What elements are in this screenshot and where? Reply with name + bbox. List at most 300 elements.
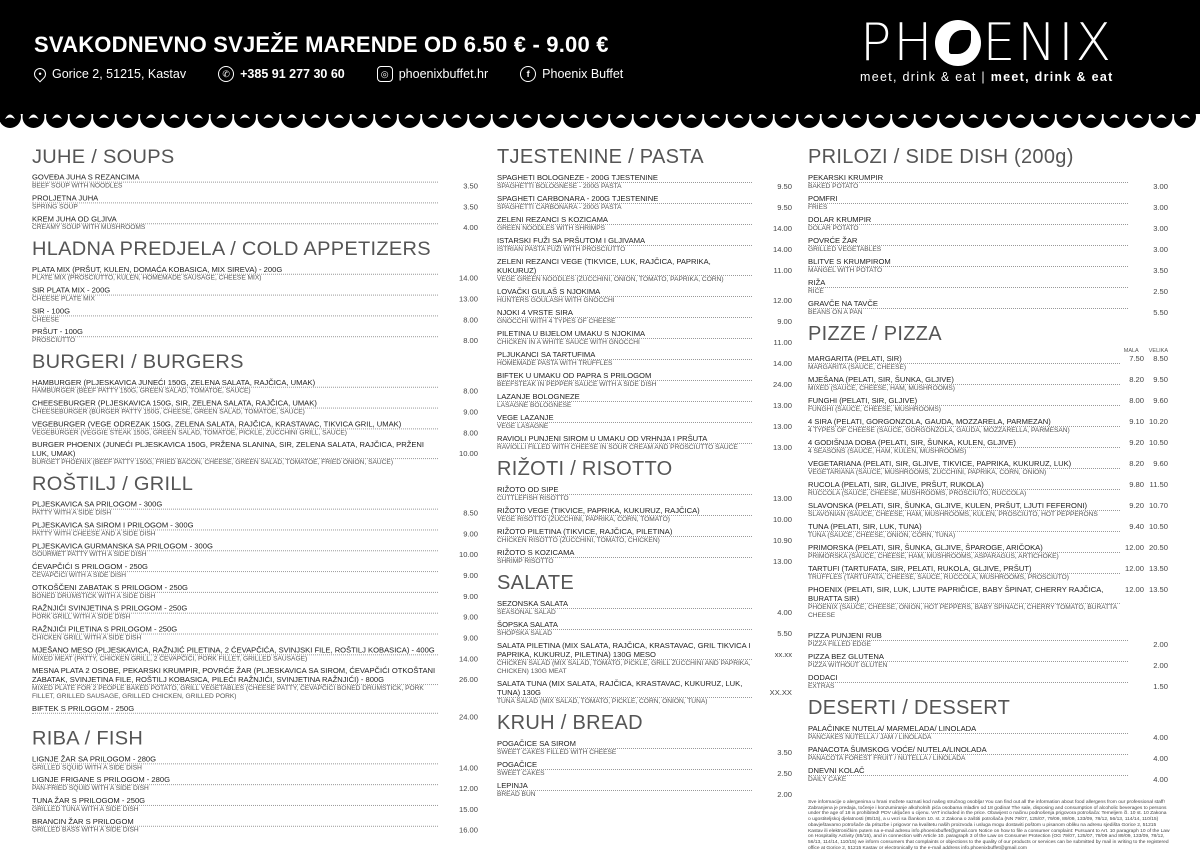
item-price: 9.00 bbox=[463, 407, 478, 417]
item-price: 13.00 bbox=[458, 294, 478, 304]
section-title: PRILOZI / SIDE DISH (200g) bbox=[808, 146, 1074, 168]
menu-item bbox=[32, 194, 478, 212]
menu-item-text bbox=[32, 541, 438, 559]
item-translation: PAN-FRIED SQUID WITH A SIDE DISH bbox=[32, 785, 149, 793]
item-name: RIŽOTO VEGE (TIKVICE, PAPRIKA, KUKURUZ, RAJČICA) bbox=[497, 506, 752, 516]
item-price: 11.00 bbox=[773, 266, 792, 275]
item-name: MJEŠANA (PELATI, SIR, ŠUNKA, GLJIVE) bbox=[808, 375, 1120, 385]
item-price: 13.00 bbox=[772, 557, 792, 566]
item-price: 14.00 bbox=[458, 763, 478, 773]
item-name: VEGEBURGER (VEGE ODREZAK 150G, ZELENA SALATA, RAJČICA, KRASTAVAC, TIKVICA GRIL, UMAK) bbox=[32, 419, 438, 429]
menu-item bbox=[497, 236, 792, 254]
item-price: 9.00 bbox=[463, 591, 478, 601]
price-large: 10.70 bbox=[1148, 501, 1168, 510]
menu-item bbox=[32, 625, 478, 643]
menu-item bbox=[497, 392, 792, 410]
item-price: 3.50 bbox=[463, 202, 478, 212]
menu-item-text bbox=[32, 704, 438, 714]
menu-item-text bbox=[32, 796, 438, 814]
item-translation: LASAGNE BOLOGNESE bbox=[497, 402, 572, 409]
pizza-item bbox=[808, 564, 1168, 582]
section-title: HLADNA PREDJELA / COLD APPETIZERS bbox=[32, 238, 431, 260]
item-name: PLJESKAVICA SA PRILOGOM - 300G bbox=[32, 500, 438, 510]
item-name: SPAGHETI BOLOGNEZE - 200G TJESTENINE bbox=[497, 173, 752, 183]
item-price: 24.00 bbox=[458, 712, 478, 722]
item-name: LEPINJA bbox=[497, 781, 752, 791]
item-name: PRIMORSKA (PELATI, SIR, ŠUNKA, GLJIVE, ŠPAROGE, ARIČOKA) bbox=[808, 543, 1120, 553]
phone-text: +385 91 277 30 60 bbox=[240, 67, 345, 81]
item-price: 8.50 bbox=[463, 508, 478, 518]
item-price: 2.00 bbox=[777, 790, 792, 799]
item-name: SIR - 100G bbox=[32, 306, 438, 316]
menu-item-text bbox=[32, 214, 438, 232]
price-small: 7.50 bbox=[1129, 354, 1144, 363]
item-translation: SWEET CAKES FILLED WITH CHEESE bbox=[497, 749, 617, 756]
menu-item bbox=[497, 527, 792, 545]
menu-item bbox=[32, 419, 478, 437]
menu-item-text bbox=[808, 652, 1128, 670]
menu-item bbox=[32, 214, 478, 232]
item-name: POVRĆE ŽAR bbox=[808, 236, 1128, 246]
item-price: 3.50 bbox=[1153, 266, 1168, 275]
item-translation: VEGE GREEN NOODLES (ZUCCHINI, ONION, TOMATO, PAPRIKA, CORN) bbox=[497, 276, 724, 283]
item-name: BIFTEK S PRILOGOM - 250G bbox=[32, 704, 438, 714]
menu-item-text bbox=[32, 265, 438, 283]
item-translation: BONED DRUMSTICK WITH A SIDE DISH bbox=[32, 592, 156, 600]
menu-item-text bbox=[497, 371, 752, 389]
item-translation: GRILLED SQUID WITH A SIDE DISH bbox=[32, 764, 142, 772]
item-translation: CHICKEN RISOTTO (ZUCCHINI, TOMATO, CHICKEN) bbox=[497, 537, 660, 544]
menu-item bbox=[32, 817, 478, 835]
menu-item-text bbox=[497, 760, 752, 778]
item-translation: VEGE LASAGNE bbox=[497, 423, 549, 430]
item-name: SALATA TUNA (MIX SALATA, RAJČICA, KRASTAVAC, KUKURUZ, LUK, TUNA) 130G bbox=[497, 679, 752, 698]
menu-item bbox=[497, 329, 792, 347]
menu-item-text bbox=[32, 817, 438, 835]
item-name: SIR PLATA MIX - 200G bbox=[32, 286, 438, 296]
menu-item-text bbox=[808, 375, 1120, 393]
item-translation: TUNA SALAD (MIX SALAD, TOMATO, PICKLE, CORN, ONION, TUNA) bbox=[497, 698, 708, 705]
address-text: Gorice 2, 51215, Kastav bbox=[52, 67, 187, 81]
item-name: CHEESEBURGER (PLJESKAVICA 150G, SIR, ZELENA SALATA, RAJČICA, UMAK) bbox=[32, 399, 438, 409]
item-translation: MIXED MEAT (PATTY, CHICKEN GRILL, 2 ĆEVAPČIĆI, PORK FILLET, GRILLED SAUSAGE) bbox=[32, 655, 308, 663]
item-name: PRŠUT - 100G bbox=[32, 327, 438, 337]
item-price: 10.00 bbox=[772, 515, 792, 524]
menu-item-text bbox=[808, 631, 1128, 649]
item-name: POGAČICE SA SIROM bbox=[497, 739, 752, 749]
menu-item-text bbox=[32, 306, 438, 324]
instagram-text: phoenixbuffet.hr bbox=[398, 67, 489, 81]
menu-item bbox=[808, 278, 1168, 296]
item-translation: HOMEMADE PASTA WITH TRUFFLES bbox=[497, 360, 613, 367]
menu-item bbox=[32, 604, 478, 622]
menu-item bbox=[497, 194, 792, 212]
item-translation: SEASONAL SALAD bbox=[497, 609, 556, 616]
item-name: HAMBURGER (PLJESKAVICA JUNEĆI 150G, ZELENA SALATA, RAJČICA, UMAK) bbox=[32, 378, 438, 388]
menu-item bbox=[497, 548, 792, 566]
price-large: 10.50 bbox=[1148, 438, 1168, 447]
item-translation: HUNTERS GOULASH WITH GNOCCHI bbox=[497, 297, 615, 304]
item-name: LAZANJE BOLOGNEZE bbox=[497, 392, 752, 402]
item-name: NJOKI 4 VRSTE SIRA bbox=[497, 308, 752, 318]
menu-item-text bbox=[32, 583, 438, 601]
section-title: JUHE / SOUPS bbox=[32, 145, 175, 168]
menu-item-text bbox=[808, 215, 1128, 233]
menu-item-text bbox=[497, 236, 752, 254]
menu-item bbox=[808, 257, 1168, 275]
item-translation: GRILLED VEGETABLES bbox=[808, 246, 882, 253]
price-small: 12.00 bbox=[1124, 543, 1144, 552]
menu-item-text bbox=[497, 350, 752, 368]
menu-item-text bbox=[808, 673, 1128, 691]
menu-item bbox=[808, 745, 1168, 763]
item-price: 4.00 bbox=[777, 608, 792, 617]
item-translation: CHICKEN SALAD (MIX SALAD, TOMATO, PICKLE, GRILL ZUCCHINI AND PAPRIKA, CHICKEN) 130G MEAT bbox=[497, 660, 751, 675]
item-price: 15.00 bbox=[458, 804, 478, 814]
section-title: SALATE bbox=[497, 572, 575, 594]
item-name: SALATA PILETINA (MIX SALATA, RAJČICA, KRASTAVAC, GRIL TIKVICA I PAPRIKA, KUKURUZ, PILETINA) 130G MESO bbox=[497, 641, 751, 659]
item-name: MESNA PLATA 2 OSOBE, PEKARSKI KRUMPIR, POVRĆE ŽAR (PLJESKAVICA SA SIROM, ĆEVAPČIĆI OTKOŠTANI ZABATAK, SVINJETINA FILE, ROŠTILJ KOBASICA, PILEĆI RAŽNJIĆI, SVINJETINA RAŽNJIĆI) - 800G bbox=[32, 666, 438, 685]
menu-item-text bbox=[497, 506, 752, 524]
menu-item-text bbox=[497, 215, 752, 233]
menu-item bbox=[497, 485, 792, 503]
menu-item bbox=[32, 666, 478, 701]
menu-item bbox=[497, 287, 792, 305]
facebook-icon: f bbox=[520, 66, 536, 82]
item-name: MARGARITA (PELATI, SIR) bbox=[808, 354, 1120, 364]
item-name: PANACOTA ŠUMSKOG VOĆE/ NUTELA/LINOLADA bbox=[808, 745, 1128, 755]
item-name: TUNA ŽAR S PRILOGOM - 250G bbox=[32, 796, 438, 806]
price-large: 10.50 bbox=[1148, 522, 1168, 531]
menu-item bbox=[808, 236, 1168, 254]
menu-item-text bbox=[808, 173, 1128, 191]
item-translation: BEANS ON A PAN bbox=[808, 309, 863, 316]
item-name: RIŽOTO PILETINA (TIKVICE, RAJČICA, PILETINA) bbox=[497, 527, 752, 537]
item-price: 26.00 bbox=[458, 675, 478, 685]
item-name: SEZONSKA SALATA bbox=[497, 599, 752, 609]
item-price: 3.00 bbox=[1153, 224, 1168, 233]
item-name: VEGETARIANA (PELATI, SIR, GLJIVE, TIKVICE, PAPRIKA, KUKURUZ, LUK) bbox=[808, 459, 1120, 469]
item-name: OTKOŠČENI ZABATAK S PRILOGOM - 250G bbox=[32, 583, 438, 593]
item-price: 13.00 bbox=[772, 443, 792, 452]
item-price: 9.50 bbox=[777, 203, 792, 212]
item-name: BRANCIN ŽAR S PRILOGOM bbox=[32, 817, 438, 827]
item-translation: PATTY WITH A SIDE DISH bbox=[32, 509, 112, 517]
menu-item bbox=[32, 645, 478, 663]
price-large: 9.50 bbox=[1153, 375, 1168, 384]
item-translation: PIZZA FILLED EDGE bbox=[808, 641, 872, 648]
menu-item-text bbox=[497, 548, 752, 566]
menu-item bbox=[497, 641, 792, 676]
item-name: PEKARSKI KRUMPIR bbox=[808, 173, 1128, 183]
item-price: 9.50 bbox=[777, 182, 792, 191]
menu-item-text bbox=[497, 485, 752, 503]
menu-column-right bbox=[808, 140, 1168, 787]
item-name: LIGNJE FRIGANE S PRILOGOM - 280G bbox=[32, 775, 438, 785]
item-translation: DOLAR POTATO bbox=[808, 225, 859, 232]
menu-item-text bbox=[808, 564, 1120, 582]
menu-item-text bbox=[32, 625, 438, 643]
item-translation: SPAGHETTI CARBONARA - 200G PASTA bbox=[497, 204, 622, 211]
menu-item-text bbox=[32, 604, 438, 622]
menu-item bbox=[32, 562, 478, 580]
pizza-item bbox=[808, 585, 1168, 620]
item-translation: PATTY WITH CHEESE AND A SIDE DISH bbox=[32, 530, 156, 538]
price-small: 9.80 bbox=[1129, 480, 1144, 489]
item-translation: MIXED PLATE FOR 2 PEOPLE BAKED POTATO, GRILL VEGETABLES (CHEESE PATTY, ĆEVAPČIĆI BONED DRUMSTICK, PORK FILLET, GRILLED SAUSAGE, GRILLED CHICKEN, GRILLED PORK) bbox=[32, 685, 424, 700]
pizza-item bbox=[808, 375, 1168, 393]
menu-item-text bbox=[32, 775, 438, 793]
menu-item bbox=[32, 327, 478, 345]
item-translation: PORK GRILL WITH A SIDE DISH bbox=[32, 613, 131, 621]
item-name: DOLAR KRUMPIR bbox=[808, 215, 1128, 225]
item-translation: CHICKEN IN A WHITE SAUCE WITH GNOCCHI bbox=[497, 339, 640, 346]
menu-item bbox=[32, 286, 478, 304]
menu-item-text bbox=[808, 396, 1120, 414]
item-price: 12.00 bbox=[458, 784, 478, 794]
section-title: KRUH / BREAD bbox=[497, 712, 643, 734]
item-translation: FUNGHI (SAUCE, CHEESE, MUSHROOMS) bbox=[808, 406, 941, 413]
item-name: PIZZA BEZ GLUTENA bbox=[808, 652, 1128, 662]
menu-item-text bbox=[808, 236, 1128, 254]
price-small: 12.00 bbox=[1124, 564, 1144, 573]
phone-contact[interactable] bbox=[218, 66, 345, 82]
item-name: FUNGHI (PELATI, SIR, GLJIVE) bbox=[808, 396, 1120, 406]
menu-item-text bbox=[32, 521, 438, 539]
item-name: PILETINA U BIJELOM UMAKU S NJOKIMA bbox=[497, 329, 752, 339]
price-small: 8.20 bbox=[1129, 459, 1144, 468]
item-name: POMFRI bbox=[808, 194, 1128, 204]
menu-item-text bbox=[497, 527, 752, 545]
item-translation: SLAVONIAN (SAUCE, CHEESE, HAM, MUSHROOMS, KULEN, PROSCIUTO, HOT PEPPERONS bbox=[808, 511, 1098, 518]
item-name: MJEŠANO MESO (PLJESKAVICA, RAŽNJIĆ PILETINA, 2 ĆEVAPČIĆA, SVINJSKI FILE, ROŠTILJ KOBASICA) - 400G bbox=[32, 645, 438, 655]
item-name: BURGER PHOENIX (JUNEĆI PLJESKAVICA 150G, PRŽENA SLANINA, SIR, ZELENA SALATA, RAJČICA, PRŽENI LUK, UMAK) bbox=[32, 440, 438, 459]
price-large: 9.60 bbox=[1153, 396, 1168, 405]
item-name: SLAVONSKA (PELATI, SIR, ŠUNKA, GLJIVE, KULEN, PRŠUT, LJUTI FEFERONI) bbox=[808, 501, 1120, 511]
item-translation: MARGARITA (SAUCE, CHEESE) bbox=[808, 364, 907, 371]
menu-item-text bbox=[808, 459, 1120, 477]
menu-item bbox=[32, 265, 478, 283]
item-translation: PRIMORSKA (SAUCE, CHEESE, HAM, MUSHROOMS, ASPARAGUS, ARTICHOKE) bbox=[808, 553, 1059, 560]
menu-item-text bbox=[808, 766, 1128, 784]
item-translation: TUNA (SAUCE, CHEESE, ONION, CORN, TUNA) bbox=[808, 532, 956, 539]
item-price: 10.00 bbox=[458, 449, 478, 459]
contact-row bbox=[34, 66, 623, 82]
item-translation: VEGETARIANA (SAUCE, MUSHROOMS, ZUCCHINI, PAPRIKA, CORN, ONION) bbox=[808, 469, 1047, 476]
menu-item-text bbox=[808, 724, 1128, 742]
menu-item-text bbox=[808, 501, 1120, 519]
menu-item-text bbox=[808, 278, 1128, 296]
item-name: SPAGHETI CARBONARA - 200G TJESTENINE bbox=[497, 194, 752, 204]
item-translation: 4 TYPES OF CHEESE (SAUCE, GORGONZOLA, GAUDA, MOZZARELLA, PARMESAN) bbox=[808, 427, 1070, 434]
phoenix-bird-icon bbox=[935, 20, 981, 66]
item-price: 11.00 bbox=[773, 338, 792, 347]
item-price: 13.00 bbox=[772, 494, 792, 503]
menu-item-text bbox=[497, 781, 752, 799]
header-bar bbox=[0, 0, 1200, 104]
item-translation: DAILY CAKE bbox=[808, 776, 847, 783]
item-price: 2.50 bbox=[1153, 287, 1168, 296]
item-translation: ĆEVAPČIĆI WITH A SIDE DISH bbox=[32, 572, 127, 580]
menu-item bbox=[497, 620, 792, 638]
section-title: RIBA / FISH bbox=[32, 727, 144, 750]
menu-item-text bbox=[808, 585, 1120, 620]
section-title: RIŽOTI / RISOTTO bbox=[497, 458, 673, 480]
menu-item bbox=[32, 704, 478, 722]
item-translation: PROSCIUTTO bbox=[32, 337, 76, 345]
menu-item-text bbox=[497, 287, 752, 305]
menu-item bbox=[808, 766, 1168, 784]
phoenix-logo bbox=[860, 14, 1180, 84]
menu-item-text bbox=[808, 194, 1128, 212]
item-translation: BREAD BUN bbox=[497, 791, 536, 798]
item-name: ISTARSKI FUŽI SA PRŠUTOM I GLJIVAMA bbox=[497, 236, 752, 246]
menu-item bbox=[497, 599, 792, 617]
item-translation: GNOCCHI WITH 4 TYPES OF CHEESE bbox=[497, 318, 616, 325]
address-contact bbox=[34, 67, 186, 81]
section-title: PIZZE / PIZZA bbox=[808, 323, 942, 345]
menu-item-text bbox=[32, 286, 438, 304]
item-translation: 4 SEASONS (SAUCE, HAM, KULEN, MUSHROOMS) bbox=[808, 448, 967, 455]
menu-item bbox=[32, 306, 478, 324]
item-translation: SPRING SOUP bbox=[32, 203, 78, 211]
instagram-contact[interactable] bbox=[377, 66, 488, 82]
item-price: 9.00 bbox=[463, 571, 478, 581]
menu-item bbox=[808, 673, 1168, 691]
item-name: TARTUFI (TARTUFATA, SIR, PELATI, RUKOLA, GLJIVE, PRŠUT) bbox=[808, 564, 1120, 574]
item-translation: GRILLED BASS WITH A SIDE DISH bbox=[32, 826, 139, 834]
menu-item bbox=[32, 521, 478, 539]
scalloped-border bbox=[0, 104, 1200, 130]
menu-item-text bbox=[32, 645, 438, 663]
menu-item bbox=[808, 173, 1168, 191]
item-translation: BEEF SOUP WITH NOODLES bbox=[32, 182, 123, 190]
item-price: 3.00 bbox=[1153, 245, 1168, 254]
item-price: xx.xx bbox=[774, 650, 792, 659]
menu-item-text bbox=[497, 620, 752, 638]
menu-item bbox=[808, 215, 1168, 233]
item-name: ZELENI REZANCI VEGE (TIKVICE, LUK, RAJČICA, PAPRIKA, KUKURUZ) bbox=[497, 257, 752, 276]
item-price: 4.00 bbox=[1153, 733, 1168, 742]
logo-tagline: meet, drink & eat | meet, drink & eat bbox=[860, 70, 1114, 84]
item-translation: MIXED (SAUCE, CHEESE, HAM, MUSHROOMS) bbox=[808, 385, 955, 392]
item-name: RAVIOLI PUNJENI SIROM U UMAKU OD VRHNJA I PRŠUTA bbox=[497, 434, 752, 444]
menu-item bbox=[497, 413, 792, 431]
menu-column-left bbox=[32, 140, 478, 838]
price-small: 8.00 bbox=[1129, 396, 1144, 405]
item-name: ŠOPSKA SALATA bbox=[497, 620, 752, 630]
item-price: 3.50 bbox=[463, 181, 478, 191]
menu-item-text bbox=[497, 329, 752, 347]
item-price: 3.00 bbox=[1153, 203, 1168, 212]
menu-item-text bbox=[32, 378, 438, 396]
item-price: 2.00 bbox=[1153, 640, 1168, 649]
menu-item bbox=[497, 781, 792, 799]
item-translation: PLATE MIX (PROSCIUTTO, KULEN, HOMEMADE SAUSAGE, CHEESE MIX) bbox=[32, 274, 262, 282]
menu-item bbox=[808, 194, 1168, 212]
menu-item bbox=[497, 760, 792, 778]
logo-wordmark: PH ENIX bbox=[860, 13, 1114, 73]
size-large-label: VELIKA bbox=[1148, 348, 1168, 354]
item-name: RIŽA bbox=[808, 278, 1128, 288]
price-large: 13.50 bbox=[1148, 585, 1168, 594]
item-name: RIŽOTO OD SIPE bbox=[497, 485, 752, 495]
menu-item bbox=[32, 796, 478, 814]
item-translation: SWEET CAKES bbox=[497, 770, 545, 777]
pizza-item bbox=[808, 480, 1168, 498]
facebook-contact[interactable] bbox=[520, 66, 623, 82]
item-name: BLITVE S KRUMPIROM bbox=[808, 257, 1128, 267]
item-translation: SHRIMP RISOTTO bbox=[497, 558, 554, 565]
item-name: PLJUKANCI SA TARTUFIMA bbox=[497, 350, 752, 360]
menu-item-text bbox=[808, 299, 1128, 317]
item-translation: SHOPSKA SALAD bbox=[497, 630, 552, 637]
phone-icon: ✆ bbox=[218, 66, 234, 82]
menu-item-text bbox=[808, 480, 1120, 498]
menu-item bbox=[32, 775, 478, 793]
item-price: 1.50 bbox=[1153, 682, 1168, 691]
item-price: 2.50 bbox=[777, 769, 792, 778]
price-small: 8.20 bbox=[1129, 375, 1144, 384]
item-price: 13.00 bbox=[772, 401, 792, 410]
item-price: 8.00 bbox=[463, 428, 478, 438]
menu-item bbox=[497, 215, 792, 233]
item-price: 10.90 bbox=[772, 536, 792, 545]
menu-item-text bbox=[32, 399, 438, 417]
menu-item bbox=[497, 308, 792, 326]
menu-item bbox=[32, 173, 478, 191]
menu-item bbox=[497, 506, 792, 524]
menu-item-text bbox=[808, 257, 1128, 275]
item-price: 9.00 bbox=[463, 612, 478, 622]
item-price: 9.00 bbox=[463, 633, 478, 643]
item-price: XX.XX bbox=[769, 688, 792, 697]
price-large: 10.20 bbox=[1148, 417, 1168, 426]
pizza-item bbox=[808, 417, 1168, 435]
price-small: 9.10 bbox=[1129, 417, 1144, 426]
item-price: 4.00 bbox=[1153, 754, 1168, 763]
size-small-label: MALA bbox=[1123, 348, 1139, 354]
menu-item-text bbox=[497, 194, 752, 212]
item-translation: PHOENIX (SAUCE, CHEESE, ONION, HOT PEPPERS, BABY SPINACH, CHERRY TOMATO, BURATTA CHEESE bbox=[808, 604, 1117, 619]
menu-item bbox=[32, 500, 478, 518]
menu-item-text bbox=[497, 434, 752, 452]
item-name: RUCOLA (PELATI, SIR, GLJIVE, PRŠUT, RUKOLA) bbox=[808, 480, 1120, 490]
item-translation: VEGEBURGER (VEGGIE STEAK 150G, GREEN SALAD, TOMATOE, PICKLE, ZUCCHINI GRILL, SAUCE) bbox=[32, 429, 347, 437]
menu-item-text bbox=[497, 413, 752, 431]
pizza-item bbox=[808, 543, 1168, 561]
menu-item bbox=[497, 434, 792, 452]
item-price: 10.00 bbox=[458, 550, 478, 560]
price-large: 20.50 bbox=[1148, 543, 1168, 552]
menu-item-text bbox=[32, 173, 438, 191]
menu-item-text bbox=[808, 522, 1120, 540]
item-translation: EXTRAS bbox=[808, 683, 835, 690]
item-translation: RUCCOLA (SAUCE, CHEESE, MUSHROOMS, PROSCIUTO, RUCCOLA) bbox=[808, 490, 1027, 497]
section-title: ROŠTILJ / GRILL bbox=[32, 472, 194, 495]
item-name: GOVEĐA JUHA S REZANCIMA bbox=[32, 173, 438, 183]
item-translation: CREAMY SOUP WITH MUSHROOMS bbox=[32, 224, 146, 232]
menu-item bbox=[497, 350, 792, 368]
item-name: KREM JUHA OD GLJIVA bbox=[32, 214, 438, 224]
item-translation: CHEESE bbox=[32, 316, 60, 324]
price-small: 12.00 bbox=[1124, 585, 1144, 594]
item-name: LOVAČKI GULAŠ S NJOKIMA bbox=[497, 287, 752, 297]
item-name: 4 GODIŠNJA DOBA (PELATI, SIR, ŠUNKA, KULEN, GLJIVE) bbox=[808, 438, 1120, 448]
item-price: 16.00 bbox=[458, 825, 478, 835]
section-title: TJESTENINE / PASTA bbox=[497, 146, 704, 168]
menu-item bbox=[32, 541, 478, 559]
